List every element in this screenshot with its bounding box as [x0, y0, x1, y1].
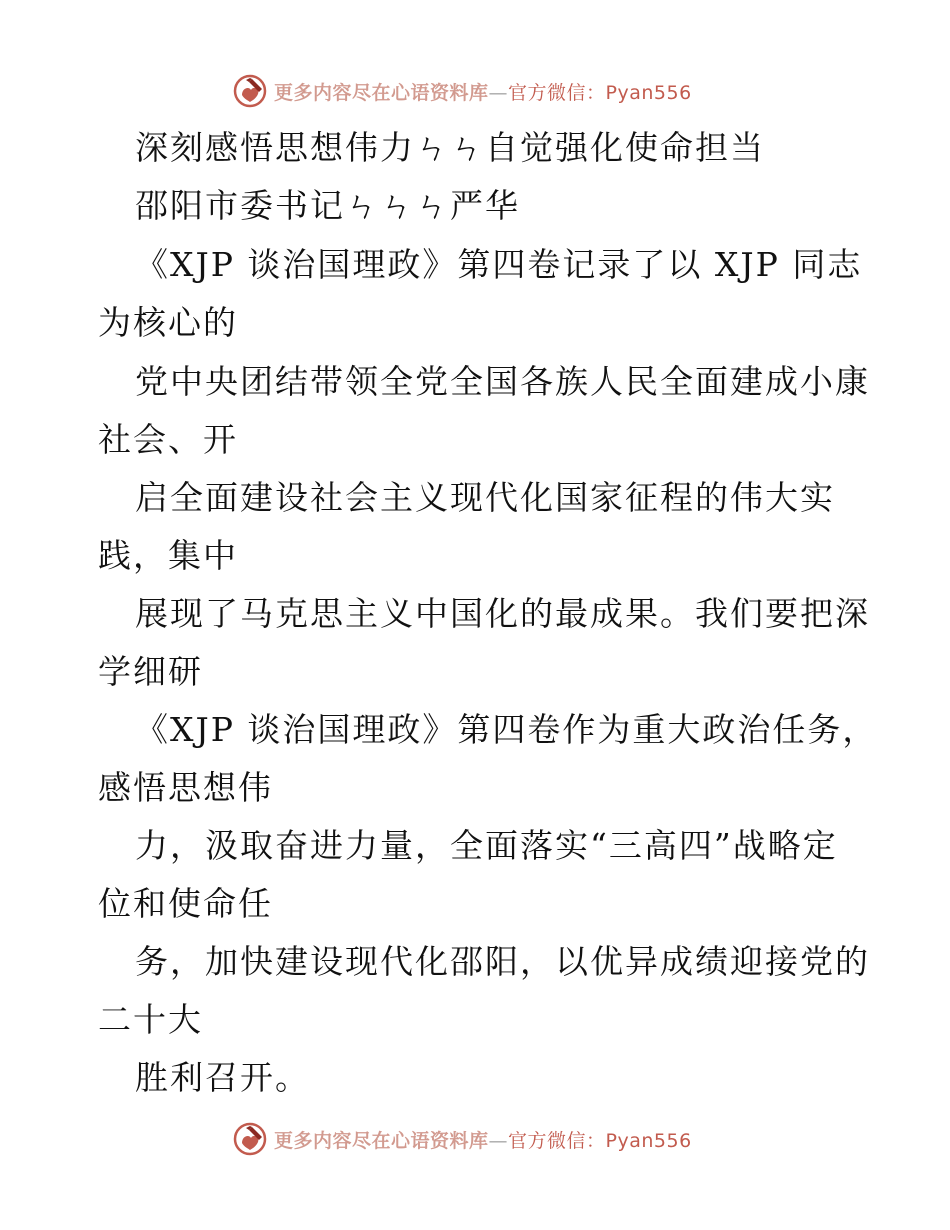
watermark-account: Pyan556	[605, 1129, 692, 1152]
paragraph-line: 为核心的	[98, 303, 238, 342]
paragraph-line: 《XJP 谈治国理政》第四卷作为重大政治任务，	[135, 710, 878, 749]
document-author: 邵阳市委书记ㄣㄣㄣ严华	[135, 186, 520, 225]
paragraph-line: 展现了马克思主义中国化的最成果。我们要把深	[135, 594, 870, 633]
paragraph-line: 《XJP 谈治国理政》第四卷记录了以 XJP 同志	[135, 245, 863, 284]
paragraph-line: 学细研	[98, 652, 203, 691]
paragraph-line: 位和使命任	[98, 884, 273, 923]
watermark-banner-bottom	[232, 1119, 752, 1159]
document-title: 深刻感悟思想伟力ㄣㄣ自觉强化使命担当	[135, 128, 765, 167]
watermark-text	[274, 78, 692, 105]
paragraph-line: 感悟思想伟	[98, 768, 273, 807]
pen-heart-logo-icon	[232, 1121, 268, 1157]
paragraph-line: 力，汲取奋进力量，全面落实“三高四”战略定	[135, 826, 838, 865]
watermark-separator: —	[488, 81, 509, 104]
watermark-separator: —	[488, 1129, 509, 1152]
paragraph-line: 践，集中	[98, 536, 238, 575]
watermark-main: 更多内容尽在心语资料库	[274, 1129, 489, 1152]
watermark-label: 官方微信：	[508, 81, 606, 104]
paragraph-line: 党中央团结带领全党全国各族人民全面建成小康	[135, 362, 870, 401]
watermark-account: Pyan556	[605, 81, 692, 104]
paragraph-line: 启全面建设社会主义现代化国家征程的伟大实	[135, 478, 835, 517]
paragraph-line: 胜利召开。	[135, 1058, 310, 1097]
watermark-label: 官方微信：	[508, 1129, 606, 1152]
paragraph-line: 务，加快建设现代化邵阳，以优异成绩迎接党的	[135, 942, 870, 981]
watermark-banner-top	[232, 71, 752, 111]
pen-heart-logo-icon	[232, 73, 268, 109]
watermark-main: 更多内容尽在心语资料库	[274, 81, 489, 104]
paragraph-line: 社会、开	[98, 420, 238, 459]
watermark-text	[274, 1126, 692, 1153]
paragraph-line: 二十大	[98, 1000, 203, 1039]
